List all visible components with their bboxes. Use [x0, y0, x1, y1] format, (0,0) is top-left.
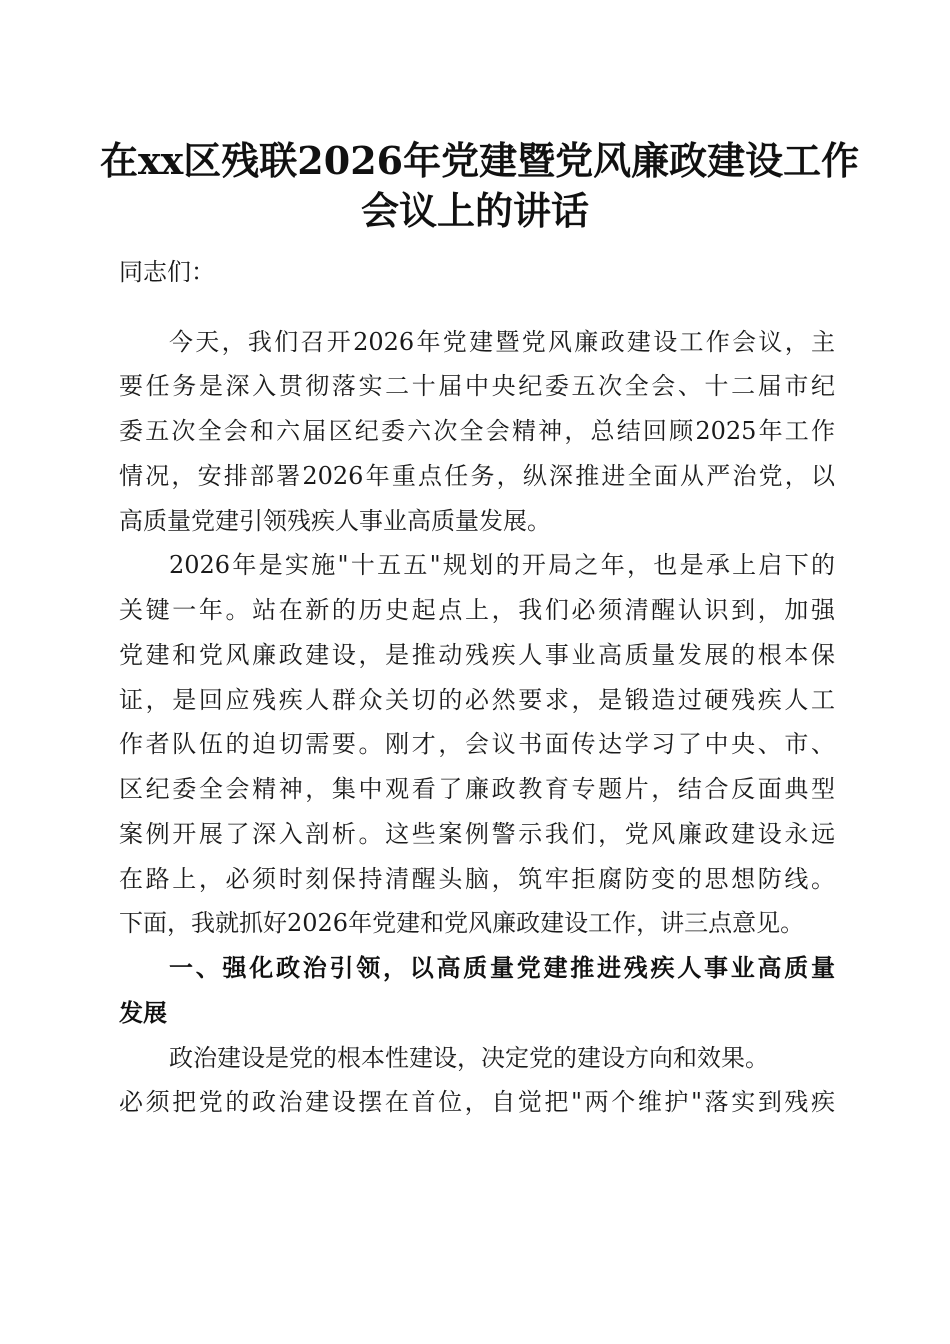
paragraph-1-line: 情况，安排部署2026年重点任务，纵深推进全面从严治党，以 — [119, 462, 835, 490]
salutation: 同志们： — [119, 258, 215, 286]
paragraph-1-line: 要任务是深入贯彻落实二十届中央纪委五次全会、十二届市纪 — [119, 372, 835, 400]
document-title-line-1: 在xx区残联2026年党建暨党风廉政建设工作 — [100, 138, 860, 183]
paragraph-2-line: 证，是回应残疾人群众关切的必然要求，是锻造过硬残疾人工 — [119, 686, 835, 714]
paragraph-2-line: 作者队伍的迫切需要。刚才，会议书面传达学习了中央、市、 — [119, 730, 835, 758]
paragraph-2-line: 下面，我就抓好2026年党建和党风廉政建设工作，讲三点意见。 — [119, 909, 805, 937]
paragraph-1-line: 高质量党建引领残疾人事业高质量发展。 — [119, 507, 551, 535]
paragraph-2-line: 2026年是实施"十五五"规划的开局之年，也是承上启下的 — [169, 551, 835, 579]
document-title-line-2: 会议上的讲话 — [360, 188, 589, 233]
paragraph-3-line: 政治建设是党的根本性建设，决定党的建设方向和效果。 — [169, 1044, 769, 1072]
paragraph-2-line: 案例开展了深入剖析。这些案例警示我们，党风廉政建设永远 — [119, 820, 835, 848]
paragraph-2-line: 关键一年。站在新的历史起点上，我们必须清醒认识到，加强 — [119, 596, 835, 624]
paragraph-1-line: 今天，我们召开2026年党建暨党风廉政建设工作会议，主 — [169, 328, 835, 356]
paragraph-2-line: 党建和党风廉政建设，是推动残疾人事业高质量发展的根本保 — [119, 641, 835, 669]
paragraph-2-line: 在路上，必须时刻保持清醒头脑，筑牢拒腐防变的思想防线。 — [119, 865, 835, 893]
paragraph-2-line: 区纪委全会精神，集中观看了廉政教育专题片，结合反面典型 — [119, 775, 835, 803]
section-heading-line: 发展 — [119, 999, 167, 1027]
section-heading-line: 一、强化政治引领，以高质量党建推进残疾人事业高质量 — [169, 954, 835, 982]
paragraph-3-line: 必须把党的政治建设摆在首位，自觉把"两个维护"落实到残疾 — [119, 1088, 835, 1116]
paragraph-1-line: 委五次全会和六届区纪委六次全会精神，总结回顾2025年工作 — [119, 417, 835, 445]
